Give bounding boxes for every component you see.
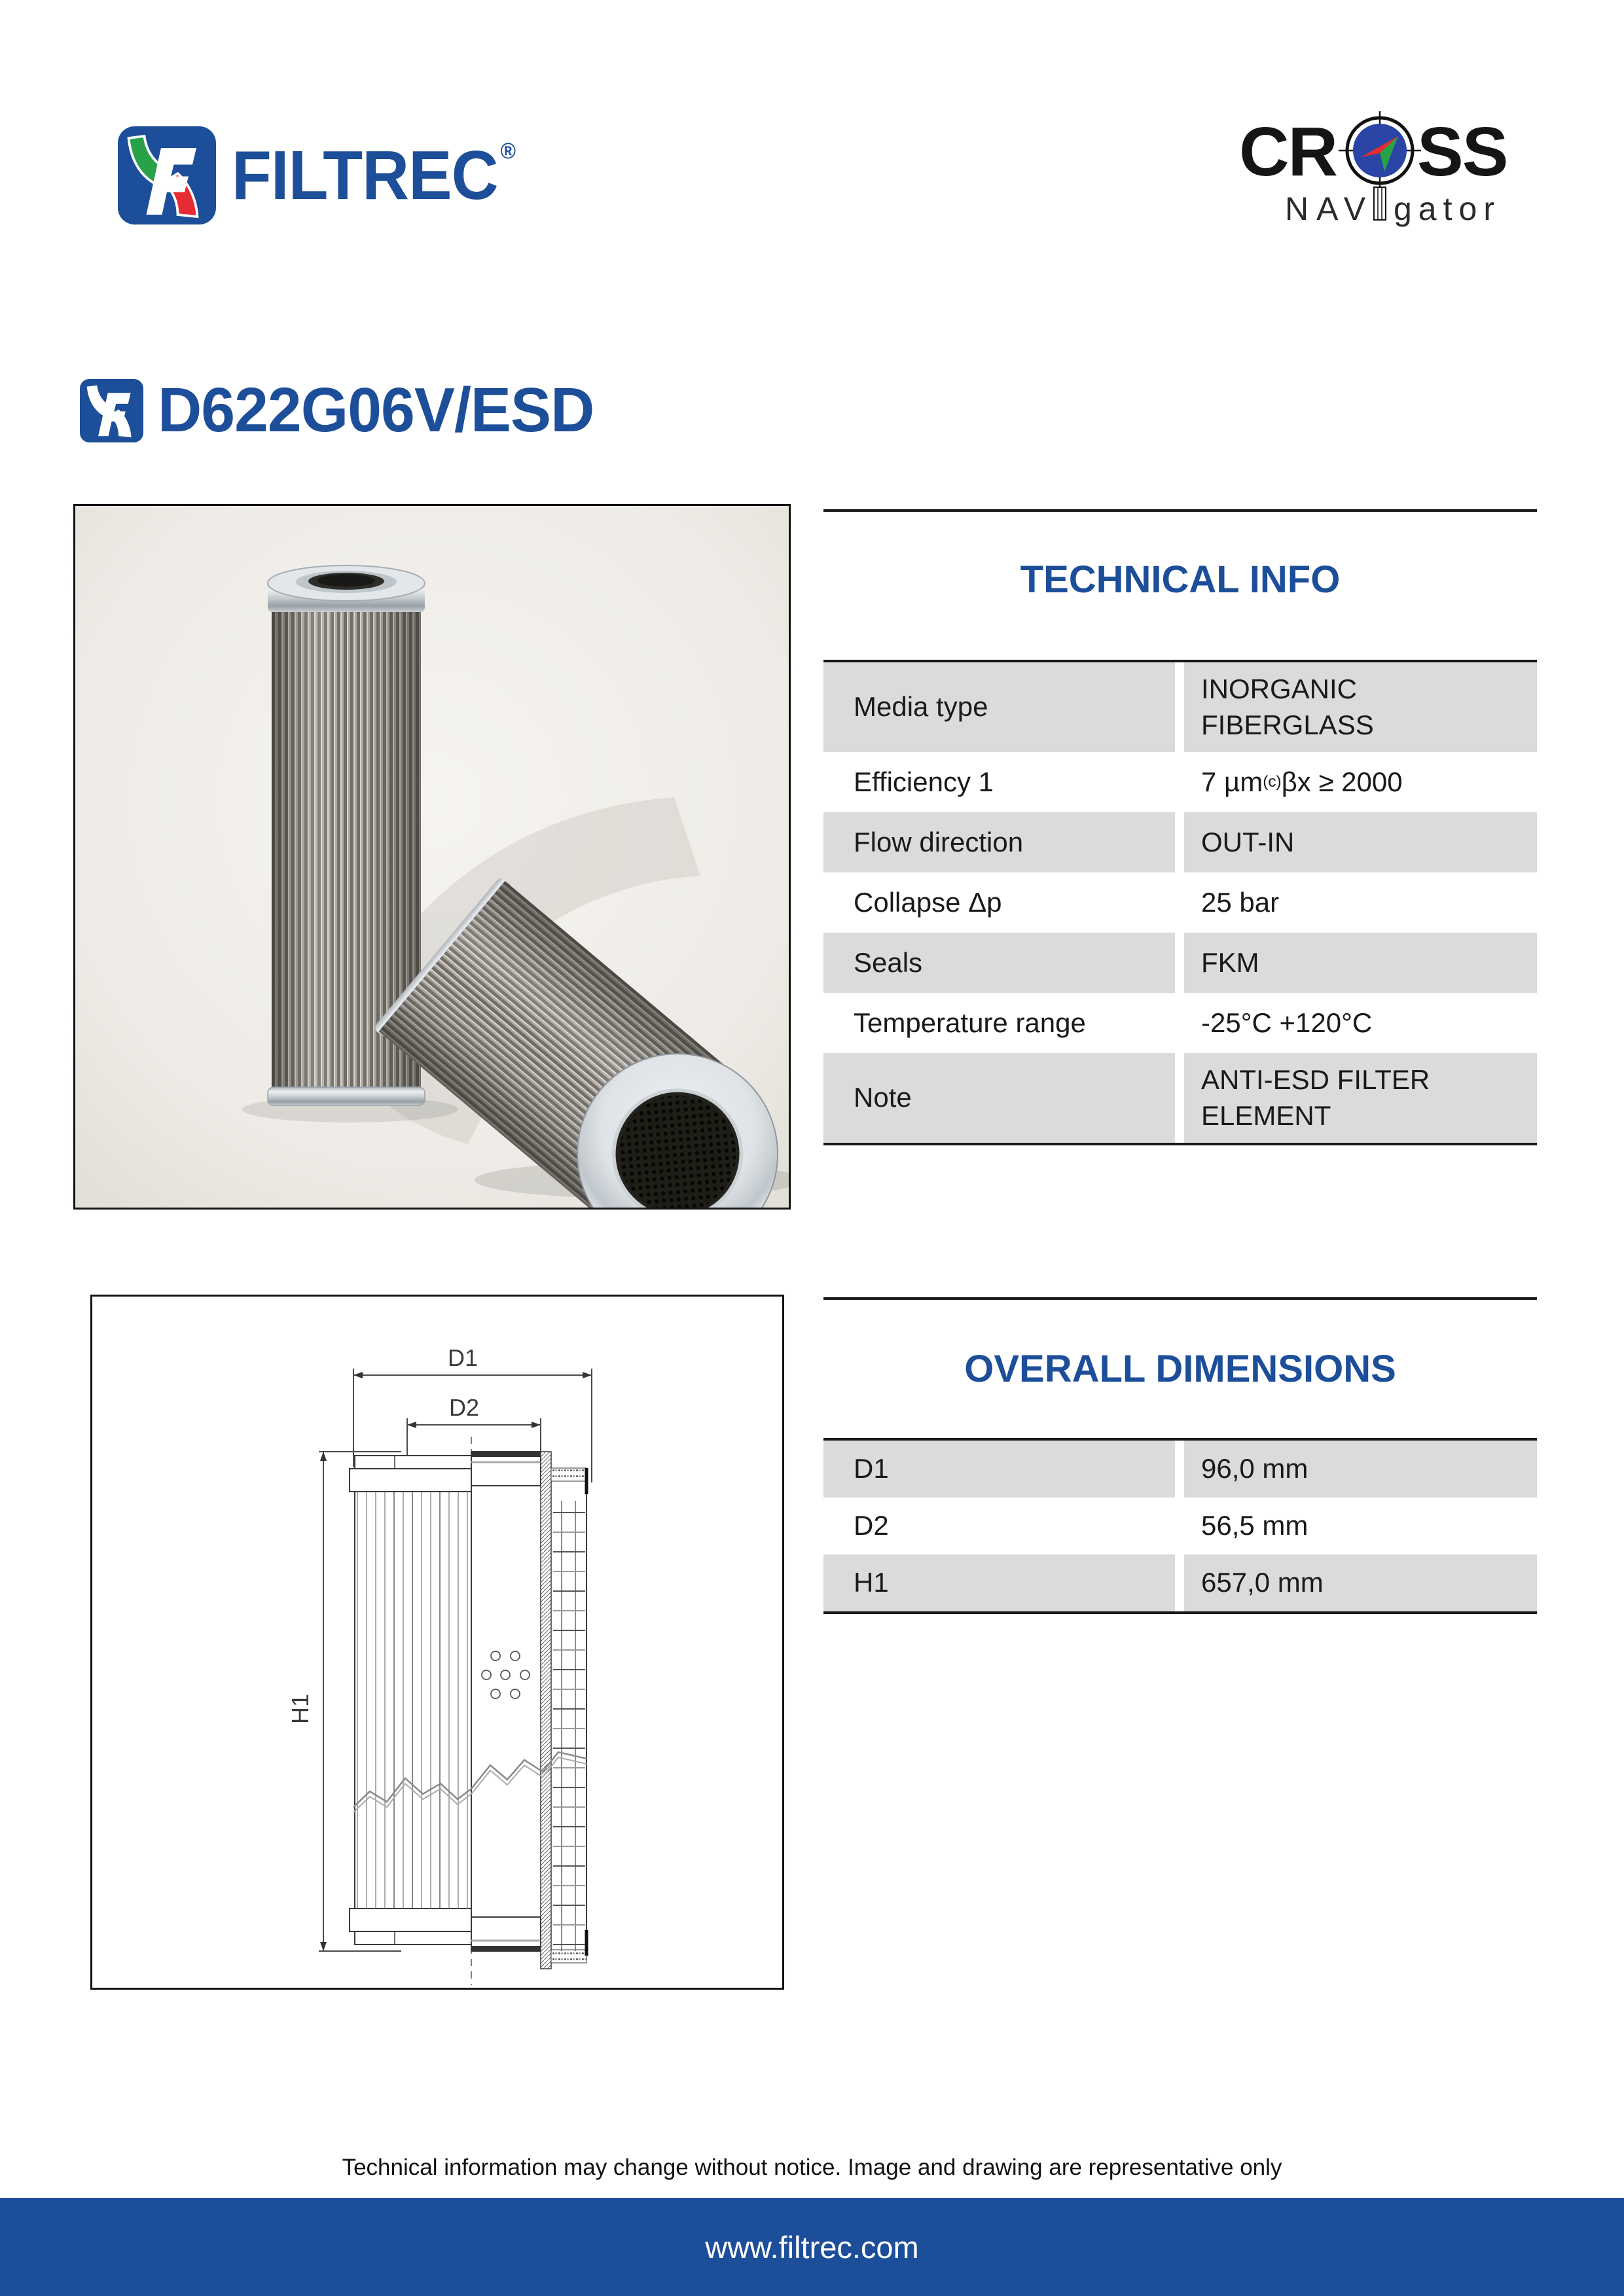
filtrec-logo — [118, 126, 533, 224]
product-photo-graphic — [75, 506, 789, 1208]
footer-bar — [0, 2198, 1624, 2296]
table-row — [823, 662, 1537, 752]
row-value: 56,5 mm — [1184, 1498, 1537, 1554]
product-f-icon — [80, 378, 143, 443]
dim-d2 — [407, 1418, 541, 1456]
row-value: 657,0 mm — [1184, 1554, 1537, 1611]
row-value: OUT-IN — [1184, 812, 1537, 872]
cross-navigator-graphic — [1239, 110, 1522, 228]
row-label: D2 — [823, 1498, 1175, 1554]
row-value: ANTI-ESD FILTER ELEMENT — [1184, 1053, 1537, 1143]
table-row — [823, 752, 1537, 812]
filtrec-wordmark: FILTREC ® — [232, 136, 516, 214]
disclaimer-text: Technical information may change without notice. Image and drawing are representative only — [342, 2155, 1282, 2180]
svg-text:D2: D2 — [448, 1394, 480, 1421]
overall-dimensions-table — [823, 1438, 1537, 1614]
website-link[interactable]: www.filtrec.com — [705, 2229, 919, 2265]
dim-h1 — [319, 1452, 401, 1951]
table-row — [823, 812, 1537, 872]
pleat-lines — [357, 1492, 467, 1909]
row-label: Flow direction — [823, 812, 1175, 872]
table-row — [823, 1554, 1537, 1611]
row-value: 25 bar — [1184, 872, 1537, 933]
cross-navigator-logo — [1239, 110, 1522, 231]
row-label: H1 — [823, 1554, 1175, 1611]
row-label: Media type — [823, 662, 1175, 752]
row-value: -25°C +120°C — [1184, 993, 1537, 1053]
row-label: Temperature range — [823, 993, 1175, 1053]
row-label: D1 — [823, 1441, 1175, 1498]
dimension-drawing — [90, 1295, 784, 1990]
dimension-drawing-graphic — [92, 1297, 782, 1988]
table-row — [823, 872, 1537, 933]
row-value: INORGANIC FIBERGLASS — [1184, 662, 1537, 752]
svg-text:H1: H1 — [287, 1693, 314, 1725]
svg-text:D1: D1 — [447, 1344, 478, 1371]
core-tube-strip — [541, 1452, 551, 1969]
svg-text:CR: CR — [1239, 113, 1337, 190]
svg-text:gator: gator — [1394, 190, 1501, 227]
product-code: D622G06V/ESD — [158, 375, 594, 445]
overall-dimensions-title: OVERALL DIMENSIONS — [964, 1348, 1396, 1390]
perforation-holes — [482, 1651, 530, 1698]
row-label: Seals — [823, 933, 1175, 993]
row-label: Efficiency 1 — [823, 752, 1175, 812]
technical-info-title: TECHNICAL INFO — [1020, 558, 1341, 601]
svg-text:NAV: NAV — [1285, 190, 1374, 227]
table-row — [823, 1441, 1537, 1498]
table-row — [823, 993, 1537, 1053]
table-row — [823, 933, 1537, 993]
outer-support-tube — [551, 1468, 586, 1963]
registered-mark: ® — [500, 138, 516, 164]
technical-info-table — [823, 660, 1537, 1145]
svg-text:SS: SS — [1417, 113, 1507, 190]
row-value: FKM — [1184, 933, 1537, 993]
section-divider-technical — [823, 509, 1537, 512]
table-row — [823, 1498, 1537, 1554]
row-label: Collapse Δp — [823, 872, 1175, 933]
table-row — [823, 1053, 1537, 1143]
product-title-row — [80, 374, 607, 446]
row-label: Note — [823, 1053, 1175, 1143]
filtrec-f-icon — [118, 126, 216, 224]
row-value: 7 µm (c) βx ≥ 2000 — [1184, 752, 1537, 812]
row-value: 96,0 mm — [1184, 1441, 1537, 1498]
section-divider-dimensions — [823, 1297, 1537, 1300]
element-outline — [350, 1452, 541, 1951]
product-photo — [73, 504, 791, 1210]
